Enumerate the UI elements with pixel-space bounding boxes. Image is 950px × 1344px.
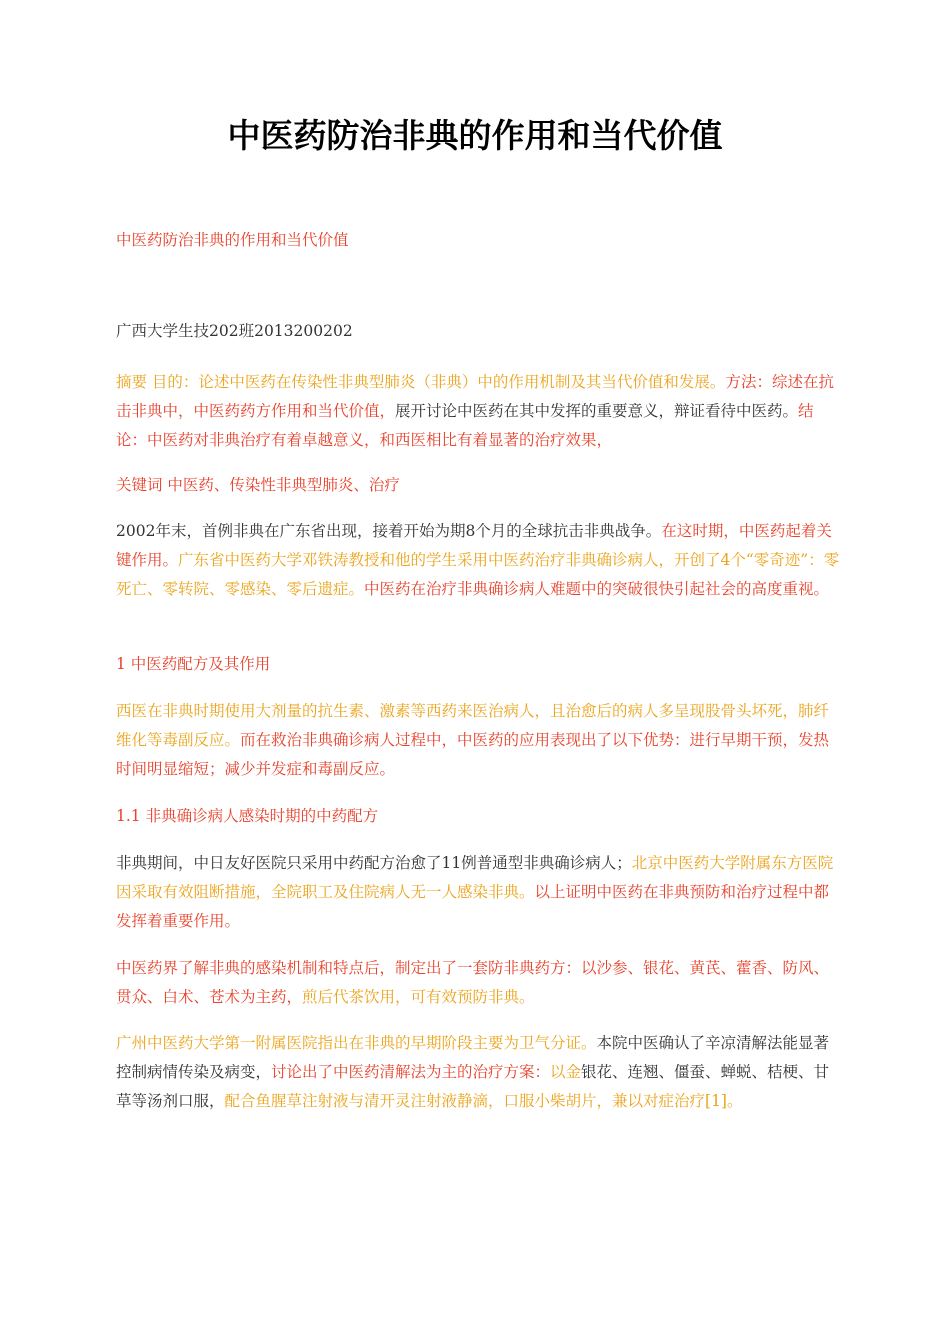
section-1-paragraph [116,697,840,784]
section-1-1-paragraph-2 [116,954,840,1012]
author-line: 广西大学生技202班2013200202 [116,322,353,340]
subtitle: 中医药防治非典的作用和当代价值 [116,231,349,249]
intro-sentence-4: 中医药在治疗非典确诊病人难题中的突破很快引起社会的高度重视。 [364,580,830,598]
keywords: 关键词 中医药、传染性非典型肺炎、治疗 [116,476,400,494]
s11p3-sentence-5: 银花、连翘、僵蚕、蝉蜕、桔梗、甘草等汤剂口服， [116,1063,830,1110]
abstract-discussion: 展开讨论中医药在其中发挥的重要意义，辩证看待中医药。 [395,402,799,420]
abstract-goal: 摘要 目的：论述中医药在传染性非典型肺炎（非典）中的作用机制及其当代价值和发展。 [116,373,726,391]
s11p2-sentence-3: 煎后代茶饮用，可有效预防非典。 [302,988,535,1006]
s11p2-sentence-2: 芪、藿香、防风、贯众、白术、苍术为主药， [116,959,830,1006]
s11p1-sentence-2: 北京中医药大学附属东方医院因采取有效阻断措施，全院职工及住院病人无一人感染非典。 [116,854,834,901]
section-1-1-paragraph-3 [116,1029,840,1116]
intro-sentence-3: 广东省中医药大学邓铁涛教授和他的学生采用中医药治疗非典确诊病人，开创了4个“零奇迹”：零死亡、零转院、零感染、零后遗症。 [116,551,840,598]
section-1-sentence-1: 西医在非典时期使用大剂量的抗生素、激素等西药来医治病人，且治愈后的病人多呈现股骨头坏死，肺纤维化等毒副反应。 [116,702,830,749]
abstract-paragraph [116,368,840,455]
s11p3-sentence-4: 以金 [550,1063,582,1081]
intro-sentence-1: 2002年末，首例非典在广东省出现，接着开始为期8个月的全球抗击非典战争。 [116,522,662,540]
intro-sentence-2: 在这时期，中医药起着关键作用。 [116,522,832,569]
s11p3-sentence-3: 讨论出了中医药清解法为主的治疗方案： [271,1063,551,1081]
section-1-sentence-2: 而在救治非典确诊病人过程中，中医药的应用表现出了以下优势：进行早期干预，发热时间明显缩短；减少并发症和毒副反应。 [116,731,830,778]
document-title: 中医药防治非典的作用和当代价值 [227,116,723,155]
abstract-conclusion: 结论：中医药对非典治疗有着卓越意义，和西医相比有着显著的治疗效果， [116,402,814,449]
s11p1-sentence-1: 非典期间，中日友好医院只采用中药配方治愈了11例普通型非典确诊病人； [116,854,632,872]
s11p1-sentence-3: 以上证明中医药在非典预防和治疗过程中都发挥着重要作用。 [116,883,830,930]
intro-paragraph [116,517,840,604]
s11p3-sentence-6: 配合鱼腥草注射液与清开灵注射液静滴，口服小柴胡片，兼以对症治疗[1]。 [224,1092,743,1110]
s11p3-sentence-2: 本院中医确认了辛凉清解法能显著控制病情传染及病变， [116,1034,830,1081]
abstract-method: 方法：综述在抗击非典中，中医药药方作用和当代价值， [116,373,834,420]
s11p3-sentence-1: 广州中医药大学第一附属医院指出在非典的早期阶段主要为卫气分证。 [116,1034,597,1052]
section-1-1-paragraph-1 [116,849,840,936]
section-1-1-heading: 1.1 非典确诊病人感染时期的中药配方 [116,807,379,825]
s11p2-sentence-1: 中医药界了解非典的感染机制和特点后，制定出了一套防非典药方：以沙参、银花、黄 [116,959,706,977]
section-1-heading: 1 中医药配方及其作用 [116,655,271,673]
